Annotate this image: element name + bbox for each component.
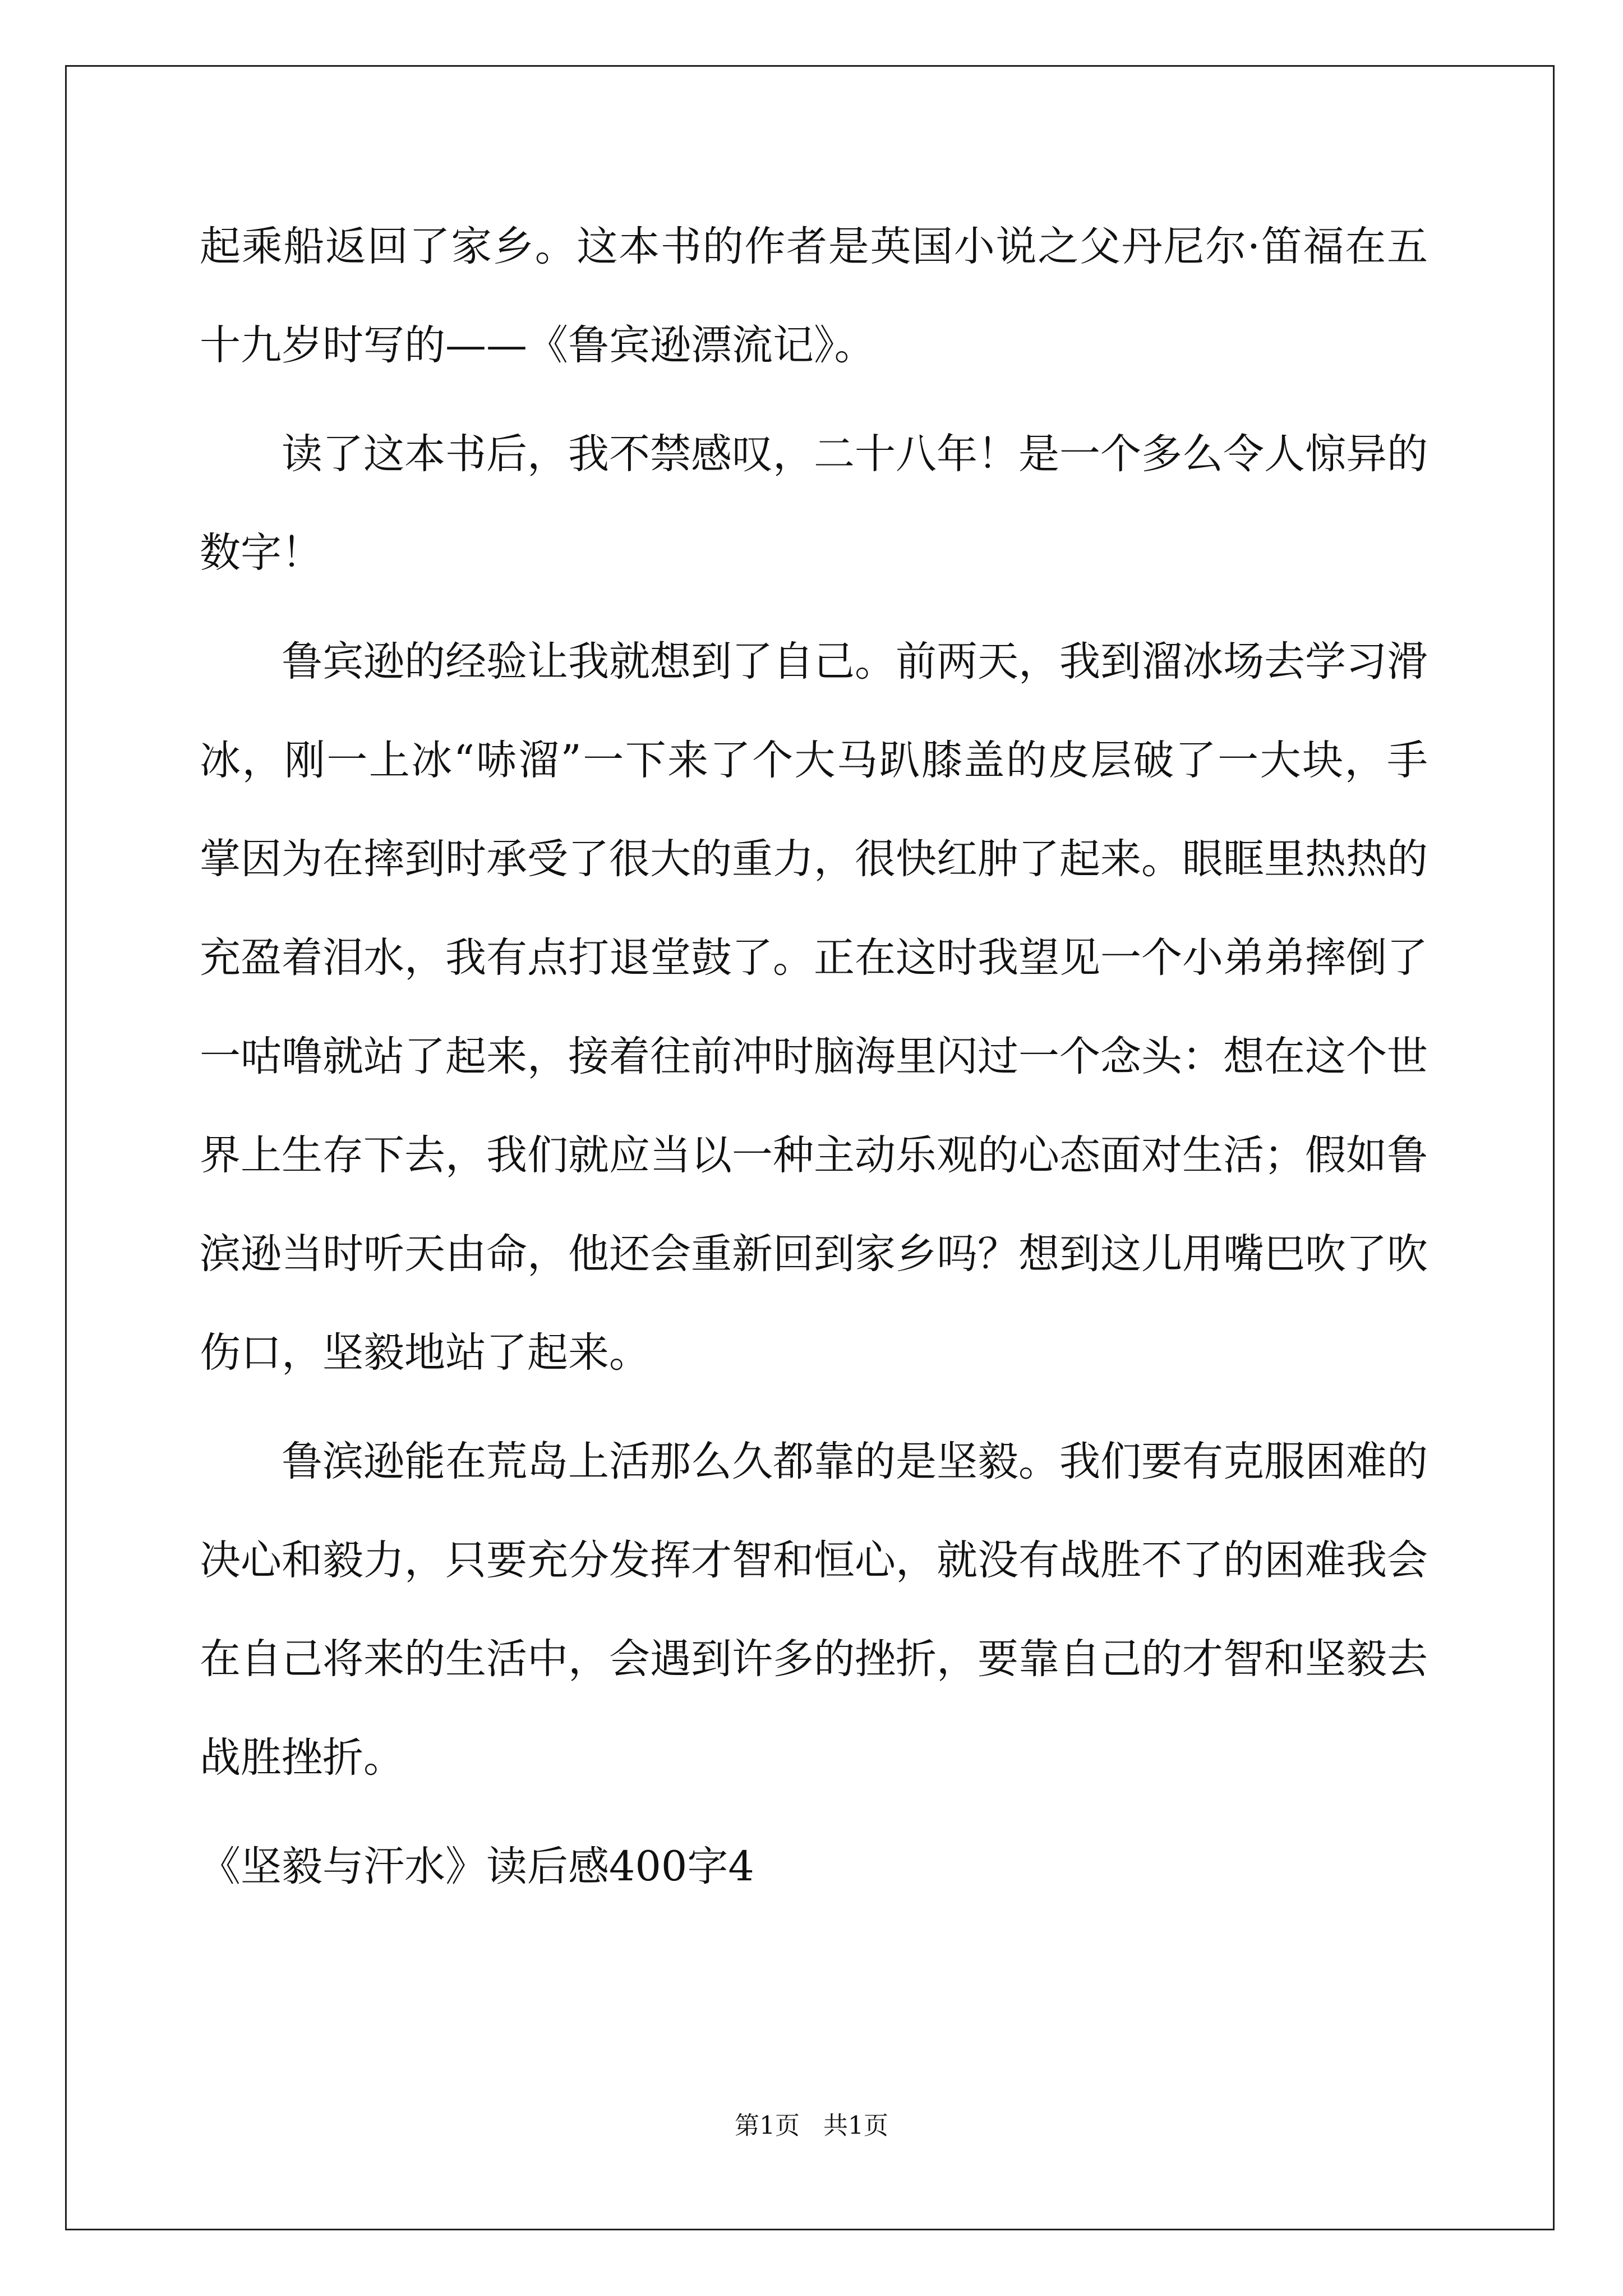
page-footer: 第1页 共1页 (735, 2111, 888, 2140)
paragraph-skating-story: 鲁宾逊的经验让我就想到了自己。前两天，我到溜冰场去学习滑冰，刚一上冰“哧溜”一下来了个大马趴膝盖的皮层破了一大块，手掌因为在摔到时承受了很大的重力，很快红肿了起来。眼眶里热热的充盈着泪水，我有点打退堂鼓了。正在这时我望见一个小弟弟摔倒了一咕噜就站了起来，接着往前冲时脑海里闪过一个念头：想在这个世界上生存下去，我们就应当以一种主动乐观的心态面对生活；假如鲁滨逊当时听天由命，他还会重新回到家乡吗？想到这儿用嘴巴吹了吹伤口，坚毅地站了起来。 (200, 638, 1428, 1377)
paragraph-conclusion: 鲁滨逊能在荒岛上活那么久都靠的是坚毅。我们要有克服困难的决心和毅力，只要充分发挥才智和恒心，就没有战胜不了的困难我会在自己将来的生活中，会遇到许多的挫折，要靠自己的才智和坚毅去战胜挫折。 (200, 1438, 1428, 1782)
section-heading: 《坚毅与汗水》读后感400字4 (200, 1843, 754, 1890)
paragraph-reflection: 读了这本书后，我不禁感叹，二十八年！是一个多么令人惊异的数字！ (200, 430, 1428, 577)
paragraph-continuation: 起乘船返回了家乡。这本书的作者是英国小说之父丹尼尔·笛福在五十九岁时写的——《鲁宾逊漂流记》。 (200, 223, 1428, 369)
document-body (200, 197, 1428, 1916)
